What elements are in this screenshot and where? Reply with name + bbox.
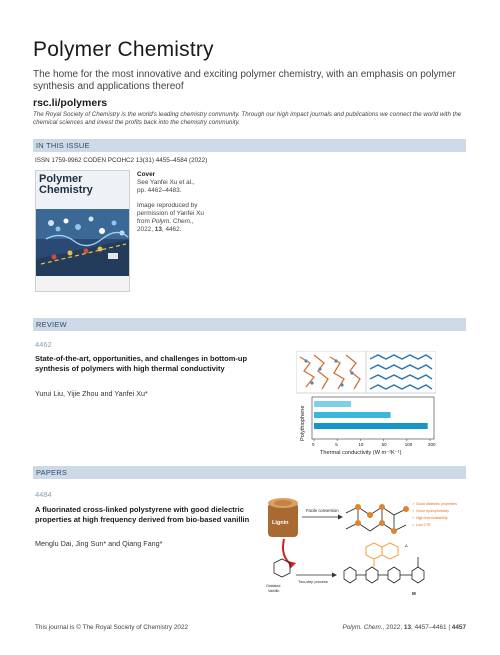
rsc-blurb: The Royal Society of Chemistry is the world's leading chemistry community. Through our high impact journals and publications we connect the world with the chemical sciences and invest the profits back into the chemistry community. — [33, 111, 462, 126]
review-title[interactable]: State-of-the-art, opportunities, and challenges in bottom-up synthesis of polymers with high thermal conductivity — [35, 354, 248, 373]
section-label: IN THIS ISSUE — [36, 141, 90, 150]
footer-citation — [342, 624, 466, 631]
cover-line: pp. 4462–4483. — [137, 187, 182, 195]
cover-line — [137, 218, 257, 226]
cover-label: Cover — [137, 171, 156, 178]
footer-text: , 4457–4461 | — [411, 624, 452, 631]
chart-bar — [314, 412, 391, 418]
property-item: ✓ Low CTE — [412, 523, 431, 527]
facile-conversion-label: Facile conversion — [306, 508, 339, 513]
review-page-number[interactable]: 4462 — [35, 340, 52, 349]
journal-tagline: The home for the most innovative and exciting polymer chemistry, with an emphasis on polymer synthesis and applications thereof — [33, 69, 456, 92]
property-item: ✓ High thermostability — [412, 516, 448, 520]
cover-line-journal: Polym. Chem. — [151, 218, 192, 226]
cover-line-text: 2022, — [137, 226, 155, 234]
property-item: ✓ Good hydrophobicity — [412, 509, 449, 513]
vanillin-label: Vanillin — [268, 589, 280, 593]
journal-url[interactable]: rsc.li/polymers — [33, 97, 108, 109]
section-label: REVIEW — [36, 320, 67, 329]
cover-artwork — [36, 209, 130, 276]
section-bar-papers — [33, 466, 466, 479]
chart-bar — [314, 401, 351, 407]
footer-journal: Polym. Chem. — [342, 624, 383, 631]
chart-tick-label: 100 — [404, 442, 413, 447]
paper-authors: Menglu Dai, Jing Sun* and Qiang Fang* — [35, 539, 163, 548]
chart-tick-label: 5 — [335, 442, 338, 447]
cover-art-title — [39, 174, 93, 196]
cover-art-title-line: Polymer — [39, 173, 83, 185]
cover-line-text: , — [191, 218, 194, 226]
chart-bar — [314, 423, 428, 429]
twostep-label: Two-step process — [298, 580, 328, 584]
cover-art-title-line: Chemistry — [39, 184, 93, 196]
review-toc-graphic — [296, 351, 436, 455]
chart-tick-label: 0 — [312, 442, 315, 447]
cover-line-volume: 13 — [154, 226, 162, 234]
journal-title: Polymer Chemistry — [33, 38, 214, 61]
footer-volume: 13 — [403, 624, 412, 631]
paper-title[interactable]: A fluorinated cross-linked polystyrene with good dielectric properties at high frequency derived from bio-based vanillin — [35, 505, 250, 524]
monomer-label: M — [412, 591, 416, 596]
vanillin-label: Oxidated — [266, 584, 281, 588]
section-bar-review — [33, 318, 466, 331]
cover-line — [137, 226, 257, 234]
property-item: ✓ Good dielectric properties — [412, 502, 457, 506]
cover-line: Image reproduced by — [137, 201, 198, 209]
footer-text: , 2022, — [382, 624, 404, 631]
cover-line-text: , 4462. — [161, 226, 182, 234]
chart-tick-label: 10 — [358, 442, 364, 447]
chart-tick-label: 50 — [381, 442, 387, 447]
section-label: PAPERS — [36, 468, 68, 477]
section-bar-in-this-issue — [33, 139, 466, 152]
lignin-label: Lignin — [272, 520, 289, 526]
footer-copyright: This journal is © The Royal Society of Chemistry 2022 — [35, 624, 189, 631]
paper-toc-graphic — [262, 495, 472, 603]
chart-xlabel: Thermal conductivity (W m⁻¹K⁻¹) — [320, 450, 402, 455]
cover-caption — [137, 171, 257, 234]
thermal-conductivity-chart — [312, 397, 436, 447]
footer-page-number: 4457 — [451, 624, 466, 631]
chart-ylabel: Polythiophene — [300, 405, 306, 441]
cover-footer — [36, 276, 130, 292]
paper-page-number[interactable]: 4484 — [35, 490, 52, 499]
heat-label: Δ — [405, 543, 408, 548]
cover-line: permission of Yanfei Xu — [137, 209, 204, 217]
cover-image[interactable] — [35, 170, 130, 292]
chart-tick-label: 200 — [428, 442, 436, 447]
cover-line: See Yanfei Xu et al., — [137, 179, 195, 187]
cover-line-text: from — [137, 218, 152, 226]
review-authors: Yurui Liu, Yijie Zhou and Yanfei Xu* — [35, 389, 148, 398]
issue-info: ISSN 1759-9962 CODEN PCOHC2 13(31) 4455–4584 (2022) — [35, 157, 208, 164]
